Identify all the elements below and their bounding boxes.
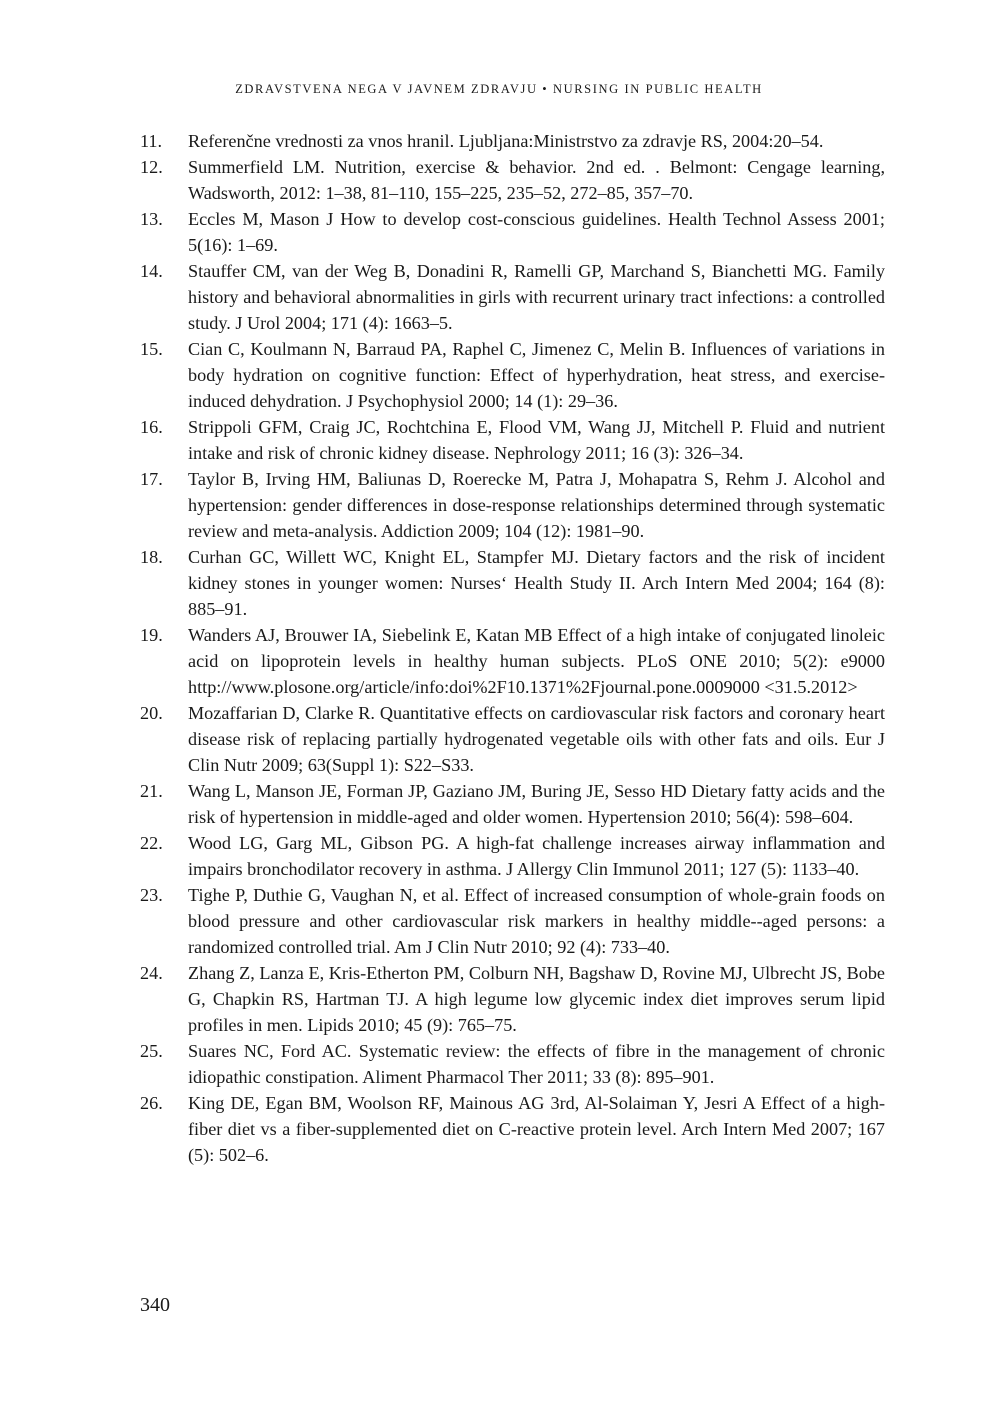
- reference-item: [140, 544, 885, 622]
- reference-number: 14.: [140, 261, 163, 281]
- reference-number: 26.: [140, 1093, 163, 1113]
- reference-item: [140, 1090, 885, 1168]
- reference-text: Zhang Z, Lanza E, Kris-Etherton PM, Colburn NH, Bagshaw D, Rovine MJ, Ulbrecht JS, Bobe G, Chapkin RS, Hartman TJ. A high legume low glycemic index diet improves serum lipid profiles in men. Lipids 2010; 45 (9): 765–75.: [188, 963, 885, 1035]
- reference-number: 23.: [140, 885, 163, 905]
- reference-item: [140, 830, 885, 882]
- reference-number: 11.: [140, 131, 163, 151]
- reference-text: Strippoli GFM, Craig JC, Rochtchina E, Flood VM, Wang JJ, Mitchell P. Fluid and nutrient intake and risk of chronic kidney disease. Nephrology 2011; 16 (3): 326–34.: [188, 417, 885, 463]
- reference-text: Stauffer CM, van der Weg B, Donadini R, Ramelli GP, Marchand S, Bianchetti MG. Family history and behavioral abnormalities in girls with recurrent urinary tract infections: a controlled study. J Urol 2004; 171 (4): 1663–5.: [188, 261, 885, 333]
- reference-text: Tighe P, Duthie G, Vaughan N, et al. Effect of increased consumption of whole-grain foods on blood pressure and other cardiovascular risk markers in healthy middle--aged persons: a randomized controlled trial. Am J Clin Nutr 2010; 92 (4): 733–40.: [188, 885, 885, 957]
- reference-item: [140, 336, 885, 414]
- reference-number: 24.: [140, 963, 163, 983]
- reference-number: 25.: [140, 1041, 163, 1061]
- reference-text: Mozaffarian D, Clarke R. Quantitative effects on cardiovascular risk factors and coronary heart disease risk of replacing partially hydrogenated vegetable oils with other fats and oils. Eur J Clin Nutr 2009; 63(Suppl 1): S22–S33.: [188, 703, 885, 775]
- running-header: ZDRAVSTVENA NEGA V JAVNEM ZDRAVJU • NURSING IN PUBLIC HEALTH: [235, 82, 763, 96]
- reference-number: 16.: [140, 417, 163, 437]
- reference-number: 19.: [140, 625, 163, 645]
- reference-item: [140, 778, 885, 830]
- reference-item: [140, 700, 885, 778]
- reference-number: 21.: [140, 781, 163, 801]
- reference-text: Taylor B, Irving HM, Baliunas D, Roerecke M, Patra J, Mohapatra S, Rehm J. Alcohol and hypertension: gender differences in dose-response relationships determined through systematic review and meta-analysis. Addiction 2009; 104 (12): 1981–90.: [188, 469, 885, 541]
- reference-number: 12.: [140, 157, 163, 177]
- reference-item: [140, 882, 885, 960]
- reference-item: [140, 206, 885, 258]
- reference-number: 18.: [140, 547, 163, 567]
- reference-item: [140, 128, 885, 154]
- reference-number: 20.: [140, 703, 163, 723]
- reference-item: [140, 1038, 885, 1090]
- reference-item: [140, 414, 885, 466]
- reference-text: Eccles M, Mason J How to develop cost-conscious guidelines. Health Technol Assess 2001; 5(16): 1–69.: [188, 209, 885, 255]
- reference-number: 22.: [140, 833, 163, 853]
- reference-item: [140, 466, 885, 544]
- reference-text: Summerfield LM. Nutrition, exercise & behavior. 2nd ed. . Belmont: Cengage learning, Wadsworth, 2012: 1–38, 81–110, 155–225, 235–52, 272–85, 357–70.: [188, 157, 885, 203]
- reference-number: 17.: [140, 469, 163, 489]
- reference-text: Wang L, Manson JE, Forman JP, Gaziano JM, Buring JE, Sesso HD Dietary fatty acids and the risk of hypertension in middle-aged and older women. Hypertension 2010; 56(4): 598–604.: [188, 781, 885, 827]
- page-number: 340: [140, 1294, 170, 1316]
- reference-number: 15.: [140, 339, 163, 359]
- reference-text: King DE, Egan BM, Woolson RF, Mainous AG 3rd, Al-Solaiman Y, Jesri A Effect of a high-fiber diet vs a fiber-supplemented diet on C-reactive protein level. Arch Intern Med 2007; 167 (5): 502–6.: [188, 1093, 885, 1165]
- reference-item: [140, 960, 885, 1038]
- reference-text: Wanders AJ, Brouwer IA, Siebelink E, Katan MB Effect of a high intake of conjugated linoleic acid on lipoprotein levels in healthy human subjects. PLoS ONE 2010; 5(2): e9000 http://www.plosone.org/article/info:doi%2F10.1371%2Fjournal.pone.0009000 <31.5.2012>: [188, 625, 885, 697]
- reference-item: [140, 622, 885, 700]
- reference-list: [140, 128, 885, 1168]
- reference-text: Suares NC, Ford AC. Systematic review: the effects of fibre in the management of chronic idiopathic constipation. Aliment Pharmacol Ther 2011; 33 (8): 895–901.: [188, 1041, 885, 1087]
- reference-number: 13.: [140, 209, 163, 229]
- reference-item: [140, 258, 885, 336]
- reference-item: [140, 154, 885, 206]
- reference-text: Cian C, Koulmann N, Barraud PA, Raphel C, Jimenez C, Melin B. Influences of variations in body hydration on cognitive function: Effect of hyperhydration, heat stress, and exercise-induced dehydration. J Psychophysiol 2000; 14 (1): 29–36.: [188, 339, 885, 411]
- reference-text: Referenčne vrednosti za vnos hranil. Ljubljana:Ministrstvo za zdravje RS, 2004:20–54.: [188, 131, 824, 151]
- reference-text: Wood LG, Garg ML, Gibson PG. A high-fat challenge increases airway inflammation and impairs bronchodilator recovery in asthma. J Allergy Clin Immunol 2011; 127 (5): 1133–40.: [188, 833, 885, 879]
- reference-text: Curhan GC, Willett WC, Knight EL, Stampfer MJ. Dietary factors and the risk of incident kidney stones in younger women: Nurses‘ Health Study II. Arch Intern Med 2004; 164 (8): 885–91.: [188, 547, 885, 619]
